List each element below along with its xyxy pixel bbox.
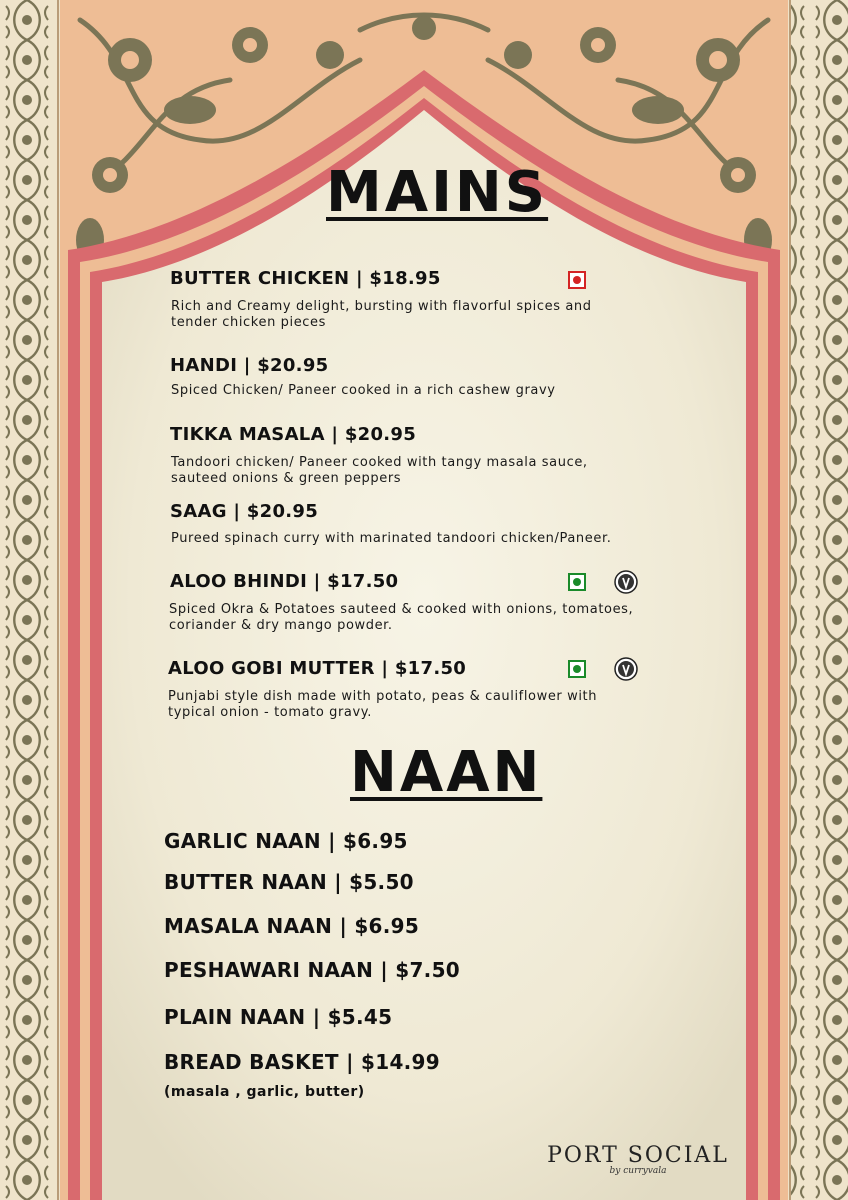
port-social-logo [546, 1143, 730, 1176]
naan-item: MASALA NAAN | $6.95 [164, 914, 420, 938]
veg-icon [568, 660, 586, 678]
menu-item-desc: Spiced Chicken/ Paneer cooked in a rich cashew gravy [171, 383, 556, 398]
menu-item-desc: sauteed onions & green peppers [171, 471, 402, 486]
menu-item-desc: Punjabi style dish made with potato, peas & cauliflower with [168, 689, 598, 704]
vegan-icon [614, 657, 638, 681]
veg-icon [568, 573, 586, 591]
menu-item-desc: Spiced Okra & Potatoes sauteed & cooked with onions, tomatoes, [169, 602, 634, 617]
brand-tagline: by curryvala [609, 1166, 667, 1176]
naan-item: PLAIN NAAN | $5.45 [164, 1005, 393, 1029]
menu-item-desc: Tandoori chicken/ Paneer cooked with tangy masala sauce, [171, 455, 588, 470]
menu-item-name: BUTTER CHICKEN | $18.95 [170, 268, 441, 289]
bread-basket-note: (masala , garlic, butter) [164, 1084, 365, 1100]
mains-heading: MAINS [326, 160, 549, 225]
menu-item-desc: coriander & dry mango powder. [169, 618, 393, 633]
menu-item-desc: typical onion - tomato gravy. [168, 705, 372, 720]
non-veg-icon [568, 271, 586, 289]
menu-item-desc: Rich and Creamy delight, bursting with flavorful spices and [171, 299, 592, 314]
naan-item: PESHAWARI NAAN | $7.50 [164, 958, 461, 982]
menu-item-name: ALOO BHINDI | $17.50 [170, 571, 399, 592]
menu-item-desc: tender chicken pieces [171, 315, 327, 330]
naan-item: BUTTER NAAN | $5.50 [164, 870, 414, 894]
naan-item: BREAD BASKET | $14.99 [164, 1050, 440, 1074]
brand-name: PORT SOCIAL [547, 1143, 729, 1168]
menu-item-desc: Pureed spinach curry with marinated tandoori chicken/Paneer. [171, 531, 612, 546]
menu-item-name: HANDI | $20.95 [170, 355, 329, 376]
menu-item-name: ALOO GOBI MUTTER | $17.50 [168, 658, 467, 679]
menu-item-name: SAAG | $20.95 [170, 501, 319, 522]
vegan-icon [614, 570, 638, 594]
naan-item: GARLIC NAAN | $6.95 [164, 829, 408, 853]
menu-item-name: TIKKA MASALA | $20.95 [170, 424, 417, 445]
naan-heading: NAAN [350, 740, 543, 805]
